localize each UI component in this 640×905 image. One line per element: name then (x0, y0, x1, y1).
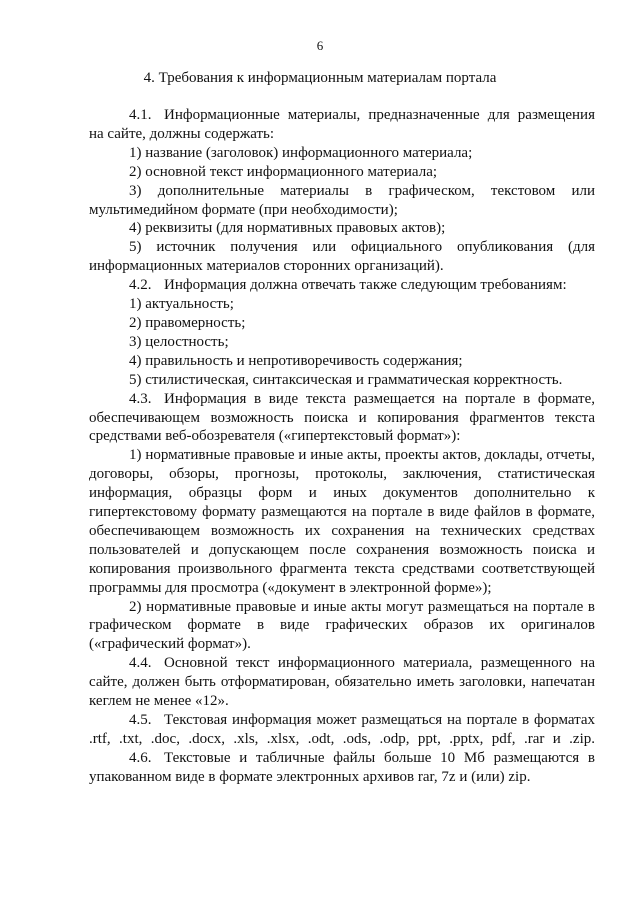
paragraph-text: Основной текст информационного материала, размещенного на сайте, должен быть отформатирован, обязательно иметь заголовки, напечатан кеглем не менее «12». (89, 655, 595, 710)
clause-number: 4.6. (129, 749, 152, 766)
paragraph-text: Информация должна отвечать также следующим требованиям: (164, 277, 567, 294)
list-item: 3) целостность; (129, 333, 229, 350)
clause-number: 4.2. (129, 277, 152, 294)
list-item: 1) название (заголовок) информационного материала; (129, 144, 473, 161)
paragraph-4-2 (89, 276, 595, 295)
clause-number: 4.5. (129, 712, 152, 728)
paragraph-text: Текстовая информация может размещаться на портале в форматах .rtf, .txt, .doc, .docx, .xls, .xlsx, .odt, .ods, .odp, ppt, .pptx, pdf, .rar и .zip. (89, 712, 595, 747)
list-item: 2) правомерность; (129, 314, 246, 331)
section-title: 4. Требования к информационным материалам портала (143, 70, 497, 86)
clause-number: 4.3. (129, 390, 152, 407)
paragraph-4-5 (89, 711, 595, 749)
list-item: 2) основной текст информационного материала; (129, 163, 438, 180)
paragraph-4-3 (89, 390, 595, 447)
paragraph-text: Информационные материалы, предназначенные для размещения на сайте, должны содержать: (89, 107, 595, 142)
paragraph-text: Информация в виде текста размещается на портале в формате, обеспечивающем возможность поиска и копирования фрагментов текста средствами веб-обозревателя («гипертекстовый формат»): (89, 390, 595, 445)
list-item: 4) правильность и непротиворечивость содержания; (129, 352, 463, 369)
list-item: 1) актуальность; (129, 296, 234, 313)
list-item: 5) источник получения или официального опубликования (для информационных материалов сторонних организаций). (89, 239, 595, 275)
paragraph-4-4 (89, 654, 595, 711)
page-number: 6 (316, 38, 324, 53)
paragraph-4-6 (89, 749, 595, 787)
list-item: 5) стилистическая, синтаксическая и грамматическая корректность. (129, 371, 563, 388)
list-item: 1) нормативные правовые и иные акты, проекты актов, доклады, отчеты, договоры, обзоры, прогнозы, протоколы, заключения, статистическая информация, образцы форм и иных документов дополнительно к гипертекстовому формату размещаются на портале в виде файлов в формате, обеспечивающем возможность их сохранения на технических средствах пользователей и допускающем после сохранения возможность поиска и копирования произвольного фрагмента текста средствами соответствующей программы для просмотра («документ в электронной форме»); (89, 447, 595, 596)
list-item: 4) реквизиты (для нормативных правовых актов); (129, 220, 446, 237)
document-body (89, 106, 595, 787)
clause-number: 4.4. (129, 655, 152, 672)
paragraph-text: Текстовые и табличные файлы больше 10 Мб размещаются в упакованном виде в формате электронных архивов rar, 7z и (или) zip. (89, 749, 595, 785)
list-item: 3) дополнительные материалы в графическом, текстовом или мультимедийном формате (при необходимости); (89, 182, 595, 218)
clause-number: 4.1. (129, 107, 152, 123)
paragraph-4-1 (89, 106, 595, 144)
list-item: 2) нормативные правовые и иные акты могут размещаться на портале в графическом формате в виде графических образов их оригиналов («графический формат»). (89, 598, 595, 653)
